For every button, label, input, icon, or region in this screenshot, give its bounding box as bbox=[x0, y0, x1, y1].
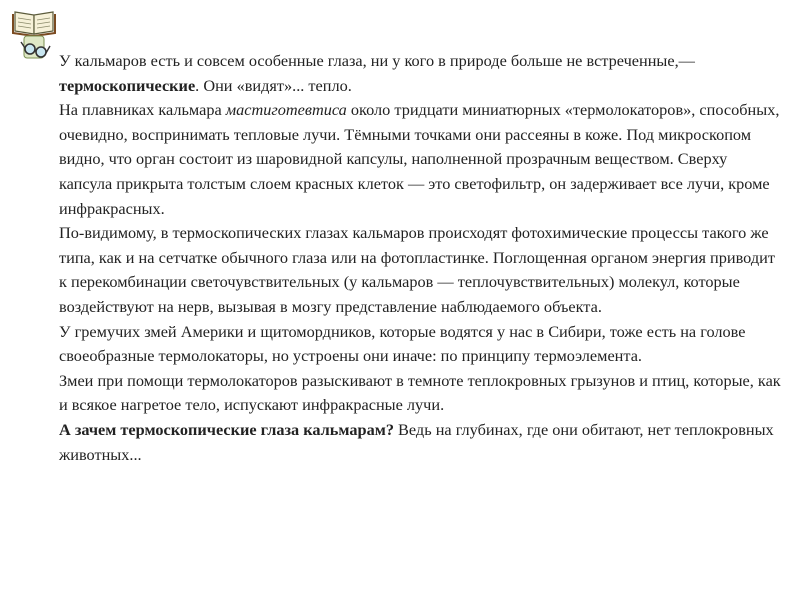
body-text bbox=[59, 49, 781, 467]
paragraph-6: А зачем термоскопические глаза кальмарам? Ведь на глубинах, где они обитают, нет теплокровных животных... bbox=[59, 419, 774, 464]
paragraph-3: По-видимому, в термоскопических глазах кальмаров происходят фотохимические процессы такого же типа, как и на сетчатке обычного глаза или на фотопластинке. Поглощенная органом энергия приводит к перекомбинации светочувствительных (у кальмаров — теплочувствительных) молекул, которые воздействуют на нерв, вызывая в мозгу представление наблюдаемого объекта. bbox=[59, 223, 775, 316]
paragraph-1: У кальмаров есть и совсем особенные глаза, ни у кого в природе больше не встреченные,— термоскопические. Они «видят»... тепло. bbox=[59, 51, 695, 95]
open-book-with-glasses-icon bbox=[12, 8, 58, 66]
paragraph-4: У гремучих змей Америки и щитомордников, которые водятся у нас в Сибири, тоже есть на голове своеобразные термолокаторы, но устроены они иначе: по принципу термоэлемента. bbox=[59, 321, 746, 366]
bold-question: А зачем термоскопические глаза кальмарам? bbox=[59, 419, 394, 439]
paragraph-2: На плавниках кальмара мастиготевтиса около тридцати миниатюрных «термолокаторов», способных, очевидно, воспринимать тепловые лучи. Тёмными точками они рассеяны в коже. Под микроскопом видно, что орган состоит из шаровидной капсулы, наполненной прозрачным веществом. Сверху капсула прикрыта толстым слоем красных клеток — это светофильтр, он задерживает все лучи, кроме инфракрасных. bbox=[59, 100, 780, 218]
bold-term: термоскопические bbox=[59, 75, 196, 95]
paragraph-5: Змеи при помощи термолокаторов разыскивают в темноте теплокровных грызунов и птиц, которые, как и всякое нагретое тело, испускают инфракрасные лучи. bbox=[59, 370, 781, 415]
italic-species-name: мастиготевтиса bbox=[225, 100, 347, 120]
